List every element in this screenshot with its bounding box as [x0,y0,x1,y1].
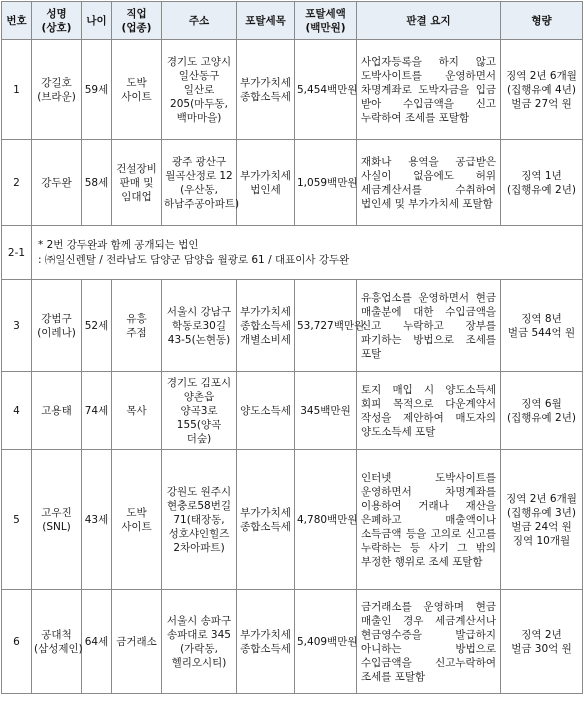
header-job: 직업 (업종) [112,2,162,40]
row-summary: 금거래소를 운영하며 현금 매출인 경우 세금계산서나 현금영수증을 발급하지 아니하는 방법으로 수입금액을 신고누락하여 조세를 포탈함 [357,590,501,694]
row-amount: 345백만원 [295,372,357,450]
row-name: 강두완 [32,140,82,226]
header-address: 주소 [162,2,237,40]
row-sentence: 징역 1년 (집행유예 2년) [501,140,583,226]
row-summary: 토지 매입 시 양도소득세 회피 목적으로 다운계약서 작성을 제안하여 매도자의 양도소득세 포탈 [357,372,501,450]
row-age: 52세 [82,280,112,372]
row-address: 강원도 원주시 현충로58번길 71(태장동, 성호샤인힐즈 2차아파트) [162,450,237,590]
row-job: 목사 [112,372,162,450]
row-age: 64세 [82,590,112,694]
note-row [2,226,583,280]
header-row [2,2,583,40]
row-amount: 4,780백만원 [295,450,357,590]
row-job: 유흥 주점 [112,280,162,372]
header-tax-item: 포탈세목 [237,2,295,40]
row-summary: 재화나 용역을 공급받은 사실이 없음에도 허위 세금계산서를 수취하여 법인세 및 부가가치세 포탈함 [357,140,501,226]
row-name: 고용태 [32,372,82,450]
note-row-text: * 2번 강두완과 함께 공개되는 법인 : ㈜일신렌탈 / 전라남도 담양군 담양읍 월광로 61 / 대표이사 강두완 [32,226,583,280]
row-tax-item: 부가가치세 종합소득세 개별소비세 [237,280,295,372]
row-name: 강길호 (브라운) [32,40,82,140]
row-address: 광주 광산구 월곡산정로 12 (우산동, 하남주공아파트) [162,140,237,226]
row-age: 74세 [82,372,112,450]
row-no: 4 [2,372,32,450]
row-amount: 1,059백만원 [295,140,357,226]
table-row [2,140,583,226]
row-age: 43세 [82,450,112,590]
row-amount: 53,727백만원 [295,280,357,372]
row-sentence: 징역 2년 벌금 30억 원 [501,590,583,694]
row-amount: 5,409백만원 [295,590,357,694]
row-summary: 유흥업소를 운영하면서 현금 매출분에 대한 수입금액을 신고 누락하고 장부를 파기하는 방법으로 조세를 포탈 [357,280,501,372]
row-address: 서울시 강남구 학동로30길 43-5(논현동) [162,280,237,372]
header-sentence: 형량 [501,2,583,40]
header-summary: 판결 요지 [357,2,501,40]
table-row [2,450,583,590]
row-summary: 인터넷 도박사이트를 운영하면서 차명계좌를 이용하여 거래나 재산을 은폐하고 매출액이나 소득금액 등을 고의로 신고를 누락하는 등 사기 그 밖의 부정한 행위로 조세 포탈함 [357,450,501,590]
row-sentence: 징역 2년 6개월 (집행유예 4년) 벌금 27억 원 [501,40,583,140]
header-name: 성명 (상호) [32,2,82,40]
row-job: 도박 사이트 [112,40,162,140]
row-no: 6 [2,590,32,694]
row-job: 금거래소 [112,590,162,694]
header-age: 나이 [82,2,112,40]
row-name: 고우진 (SNL) [32,450,82,590]
row-no: 1 [2,40,32,140]
header-no: 번호 [2,2,32,40]
table-row [2,372,583,450]
row-sentence: 징역 6월 (집행유예 2년) [501,372,583,450]
row-sentence: 징역 8년 벌금 544억 원 [501,280,583,372]
row-job: 건설장비 판매 및 임대업 [112,140,162,226]
row-address: 경기도 고양시 일산동구 일산로 205(마두동, 백마마을) [162,40,237,140]
header-amount: 포탈세액 (백만원) [295,2,357,40]
row-tax-item: 양도소득세 [237,372,295,450]
row-no: 5 [2,450,32,590]
tax-evaders-table [1,1,583,694]
row-sentence: 징역 2년 6개월 (집행유예 3년) 벌금 24억 원 징역 10개월 [501,450,583,590]
row-amount: 5,454백만원 [295,40,357,140]
row-age: 59세 [82,40,112,140]
row-no: 3 [2,280,32,372]
row-tax-item: 부가가치세 종합소득세 [237,450,295,590]
row-address: 경기도 김포시 양촌읍 양곡3로 155(양곡 더숲) [162,372,237,450]
row-tax-item: 부가가치세 종합소득세 [237,590,295,694]
row-job: 도박 사이트 [112,450,162,590]
table-row [2,590,583,694]
row-summary: 사업자등록을 하지 않고 도박사이트를 운영하면서 차명계좌로 도박자금을 입금 받아 수입금액을 신고 누락하여 조세를 포탈함 [357,40,501,140]
row-name: 공대척 (삼성제인) [32,590,82,694]
table-row [2,280,583,372]
row-age: 58세 [82,140,112,226]
note-row-no: 2-1 [2,226,32,280]
row-tax-item: 부가가치세 법인세 [237,140,295,226]
row-no: 2 [2,140,32,226]
row-address: 서울시 송파구 송파대로 345 (가락동, 헬리오시티) [162,590,237,694]
row-tax-item: 부가가치세 종합소득세 [237,40,295,140]
table-row [2,40,583,140]
row-name: 강범구 (이레나) [32,280,82,372]
